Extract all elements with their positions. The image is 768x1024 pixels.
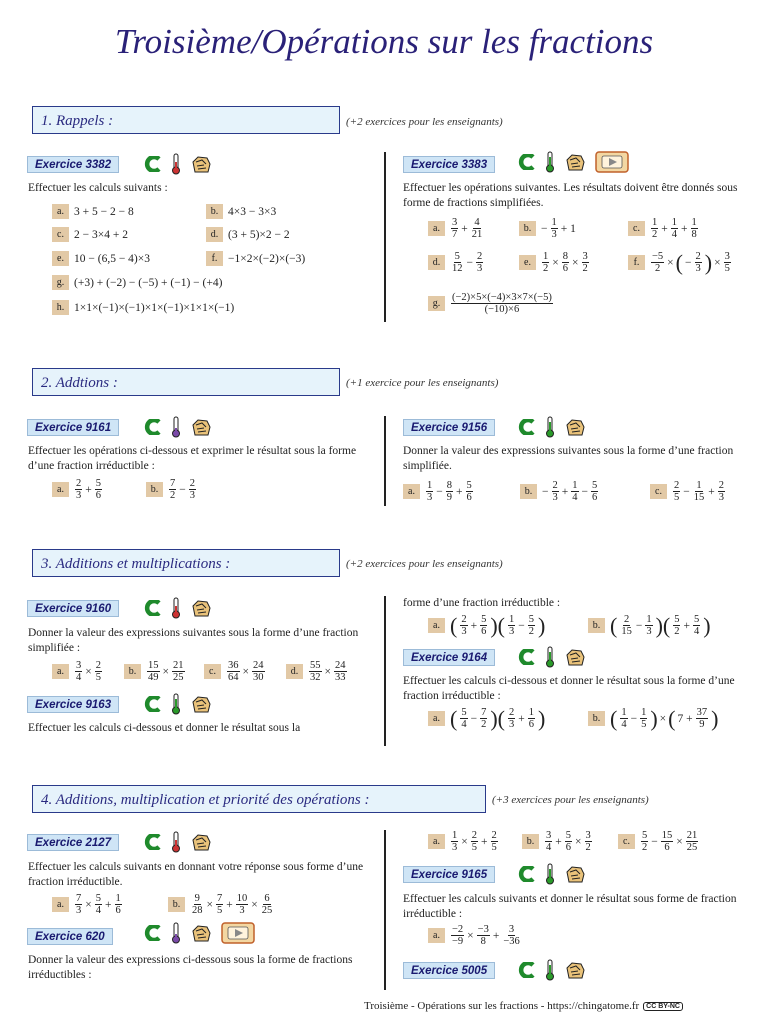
calc-item [286,660,348,683]
exercise-3382-tag[interactable]: Exercice 3382 [27,156,119,173]
item-expr: $\frac{(-2)\times 5\times(-4)\times 3\times 7\times(-5)}{(-10)\times 6}$ [452,292,552,315]
exercise-icons [516,646,586,668]
exercise-instruction: Effectuer les opérations ci-dessous et exprimer le résultat sous la forme d’une fraction irréductible : [28,445,357,472]
item-label: a. [403,484,420,499]
item-expr: ( $\frac{5}{4}$ − $\frac{7}{2}$ )( $\frac{2}{3}$ + $\frac{1}{6}$ ) [450,705,546,731]
exercise-2127-tag[interactable]: Exercice 2127 [27,834,119,851]
correction-bag-icon[interactable] [564,152,586,172]
item-expr: $\frac{36}{64}$ × $\frac{24}{30}$ [228,660,264,683]
exercise-instruction: Effectuer les calculs suivants et donner le résultat sous forme de fraction irréductible : [403,893,737,920]
item-label: b. [588,711,605,726]
column-divider [384,830,386,990]
calc-item [522,830,593,853]
item-expr: $\frac{1}{3}$ × $\frac{2}{5}$ + $\frac{2}{5}$ [452,830,497,853]
exercise-icons [142,693,212,715]
item-label: a. [428,711,445,726]
correction-bag-icon[interactable] [190,694,212,714]
item-label: b. [588,618,605,633]
item-label: a. [428,221,445,236]
item-expr: $\frac{9}{28}$ × $\frac{7}{5}$ + $\frac{10}{3}$ × $\frac{6}{25}$ [192,893,273,916]
c-icon[interactable] [142,156,162,172]
calc-item [206,227,290,242]
exercise-icons [142,153,212,175]
section-heading-additions: 2. Addtions : [32,368,340,396]
section-note: (+1 exercice pour les enseignants) [346,377,499,389]
exercise-icons [516,151,629,173]
exercise-3383-tag[interactable]: Exercice 3383 [403,156,495,173]
item-label: f. [628,255,645,270]
item-expr: ( $\frac{2}{15}$ − $\frac{1}{3}$ )( $\frac{5}{2}$ + $\frac{5}{4}$ ) [610,612,711,638]
item-label: h. [52,300,69,315]
item-expr: ( $\frac{2}{3}$ + $\frac{5}{6}$ )( $\frac{1}{3}$ − $\frac{5}{2}$ ) [450,612,546,638]
c-icon[interactable] [516,866,536,882]
thermometer-icon [171,831,181,853]
item-expr: 1×1×(−1)×(−1)×1×(−1)×1×1×(−1) [74,301,235,314]
c-icon[interactable] [516,419,536,435]
item-expr: ( $\frac{1}{4}$ − $\frac{1}{5}$ ) × ( 7 + $\frac{37}{9}$ ) [610,705,719,731]
calc-item [52,275,222,290]
exercise-icons [516,959,586,981]
calc-item [124,660,186,683]
calc-item [428,217,484,240]
exercise-instruction-continued: forme d’une fraction irréductible : [403,597,561,609]
column-divider [384,152,386,322]
item-label: b. [520,484,537,499]
section-note: (+2 exercices pour les enseignants) [346,558,503,570]
item-expr: $\frac{1}{2}$ + $\frac{1}{4}$ + $\frac{1}{8}$ [652,217,697,240]
item-expr: $\frac{3}{4}$ + $\frac{5}{6}$ × $\frac{3}{2}$ [546,830,591,853]
c-icon[interactable] [142,600,162,616]
item-label: c. [628,221,645,236]
item-label: g. [428,296,445,311]
exercise-icons [516,863,586,885]
item-label: d. [206,227,223,242]
correction-bag-icon[interactable] [190,154,212,174]
c-icon[interactable] [516,649,536,665]
item-label: e. [519,255,536,270]
calc-item [204,660,266,683]
exercise-9163-tag[interactable]: Exercice 9163 [27,696,119,713]
calc-item [428,292,554,315]
calc-item [52,300,234,315]
item-label: d. [428,255,445,270]
calc-item [519,217,576,240]
page-title: Troisième/Opérations sur les fractions [114,22,654,61]
exercise-5005-tag[interactable]: Exercice 5005 [403,962,495,979]
item-expr: (3 + 5)×2 − 2 [228,228,290,241]
correction-bag-icon[interactable] [190,923,212,943]
calc-item [52,893,123,916]
calc-item [618,830,699,853]
calc-item [520,480,599,503]
item-expr: $\frac{-5}{2}$ × ( − $\frac{2}{3}$ ) × $\frac{3}{5}$ [652,249,730,275]
item-expr: $\frac{5}{2}$ − $\frac{15}{6}$ × $\frac{21}{25}$ [642,830,698,853]
calc-item [428,924,522,947]
item-expr: 2 − 3×4 + 2 [74,228,128,241]
calc-item [628,251,732,274]
section-heading-priorite: 4. Additions, multiplication et priorité des opérations : [32,785,486,813]
item-label: f. [206,251,223,266]
calc-item [168,893,274,916]
item-label: c. [650,484,667,499]
c-icon[interactable] [516,962,536,978]
thermometer-icon [545,416,555,438]
exercise-instruction: Effectuer les calculs suivants : [28,182,168,194]
c-icon[interactable] [142,834,162,850]
correction-bag-icon[interactable] [564,647,586,667]
correction-bag-icon[interactable] [190,598,212,618]
item-expr: $\frac{15}{49}$ × $\frac{21}{25}$ [148,660,184,683]
calc-item [206,251,305,266]
item-expr: 4×3 − 3×3 [228,205,277,218]
calc-item [52,251,150,266]
calc-item [52,227,128,242]
item-expr: $\frac{2}{5}$ − $\frac{1}{15}$ + $\frac{2}{3}$ [674,480,724,503]
exercise-620-tag[interactable]: Exercice 620 [27,928,113,945]
calc-item [52,204,134,219]
exercise-9165-tag[interactable]: Exercice 9165 [403,866,495,883]
video-play-icon[interactable] [595,151,629,173]
section-heading-rappels: 1. Rappels : [32,106,340,134]
calc-item [428,707,545,730]
item-label: b. [146,482,163,497]
calc-item [628,217,699,240]
item-expr: $\frac{1}{2}$ × $\frac{8}{6}$ × $\frac{3}{2}$ [543,251,588,274]
calc-item [146,478,197,501]
item-expr: $\frac{-2}{-9}$ × $\frac{-3}{8}$ + $\frac{3}{-36}$ [452,924,520,947]
video-play-icon[interactable] [221,922,255,944]
thermometer-icon [171,153,181,175]
item-expr: − $\frac{2}{3}$ + $\frac{1}{4}$ − $\frac{5}{6}$ [542,480,598,503]
license-badge: CC BY-NC [643,1002,683,1011]
exercise-instruction: Effectuer les calculs ci-dessous et donner le résultat sous la [28,722,301,734]
item-label: c. [204,664,221,679]
item-expr: $\frac{2}{3}$ + $\frac{5}{6}$ [76,478,101,501]
calc-item [588,707,718,730]
item-label: c. [52,227,69,242]
item-label: a. [428,834,445,849]
thermometer-icon [545,646,555,668]
c-icon[interactable] [516,154,536,170]
item-expr: 10 − (6,5 − 4)×3 [74,252,150,265]
exercise-instruction: Effectuer les opérations suivantes. Les résultats doivent être donnés sous forme de fractions simplifiées. [403,182,738,209]
item-expr: $\frac{1}{3}$ − $\frac{8}{9}$ + $\frac{5}{6}$ [427,480,472,503]
thermometer-icon [545,863,555,885]
calc-item [428,614,545,637]
item-label: b. [206,204,223,219]
exercise-icons [142,416,212,438]
footer-text: Troisième - Opérations sur les fractions - https://chingatome.fr [364,1000,640,1012]
item-expr: $\frac{7}{3}$ × $\frac{5}{4}$ + $\frac{1}{6}$ [76,893,121,916]
calc-item [206,204,276,219]
item-expr: $\frac{5}{12}$ − $\frac{2}{3}$ [452,251,483,274]
item-label: a. [428,928,445,943]
c-icon[interactable] [142,925,162,941]
item-label: b. [124,664,141,679]
column-divider [384,596,386,746]
exercise-icons [142,922,255,944]
section-heading-additions-multiplications: 3. Additions et multiplications : [32,549,340,577]
item-label: a. [52,482,69,497]
exercise-icons [142,831,212,853]
correction-bag-icon[interactable] [564,960,586,980]
section-note: (+3 exercices pour les enseignants) [492,794,649,806]
c-icon[interactable] [142,419,162,435]
calc-item [428,251,484,274]
exercise-9164-tag[interactable]: Exercice 9164 [403,649,495,666]
correction-bag-icon[interactable] [564,864,586,884]
item-label: a. [52,664,69,679]
thermometer-icon [171,693,181,715]
item-label: b. [168,897,185,912]
item-label: c. [618,834,635,849]
exercise-icons [142,597,212,619]
item-label: a. [52,897,69,912]
thermometer-icon [545,151,555,173]
item-label: a. [428,618,445,633]
item-expr: − $\frac{1}{3}$ + 1 [541,217,576,240]
item-label: b. [519,221,536,236]
exercise-instruction: Effectuer les calculs ci-dessous et donner le résultat sous la forme d’une fraction irréductible : [403,675,735,702]
calc-item [52,660,103,683]
correction-bag-icon[interactable] [190,832,212,852]
calc-item [52,478,103,501]
item-label: g. [52,275,69,290]
c-icon[interactable] [142,696,162,712]
item-expr: 3 + 5 − 2 − 8 [74,205,134,218]
exercise-icons [516,416,586,438]
thermometer-icon [171,922,181,944]
item-expr: (+3) + (−2) − (−5) + (−1) − (+4) [74,276,223,289]
exercise-instruction: Donner la valeur des expressions suivantes sous la forme d’une fraction simplifiée. [403,445,734,472]
correction-bag-icon[interactable] [564,417,586,437]
item-label: d. [286,664,303,679]
exercise-9156-tag[interactable]: Exercice 9156 [403,419,495,436]
item-expr: $\frac{55}{32}$ × $\frac{24}{33}$ [310,660,346,683]
thermometer-icon [171,597,181,619]
item-label: a. [52,204,69,219]
correction-bag-icon[interactable] [190,417,212,437]
exercise-instruction: Donner la valeur des expressions ci-dessous sous la forme de fractions irréductibles : [28,954,353,981]
exercise-9161-tag[interactable]: Exercice 9161 [27,419,119,436]
calc-item [650,480,726,503]
thermometer-icon [171,416,181,438]
calc-item [519,251,590,274]
exercise-instruction: Donner la valeur des expressions suivantes sous la forme d’une fraction simplifiée : [28,627,359,654]
column-divider [384,416,386,506]
item-expr: −1×2×(−2)×(−3) [228,252,306,265]
item-expr: $\frac{3}{4}$ × $\frac{2}{5}$ [76,660,101,683]
calc-item [588,614,711,637]
thermometer-icon [545,959,555,981]
page-footer [364,1000,683,1012]
calc-item [403,480,474,503]
calc-item [428,830,499,853]
exercise-instruction: Effectuer les calculs suivants en donnant votre réponse sous forme d’une fraction irréductible. [28,861,364,888]
exercise-9160-tag[interactable]: Exercice 9160 [27,600,119,617]
item-expr: $\frac{3}{7}$ + $\frac{4}{21}$ [452,217,483,240]
section-note: (+2 exercices pour les enseignants) [346,116,503,128]
item-label: b. [522,834,539,849]
item-expr: $\frac{7}{2}$ − $\frac{2}{3}$ [170,478,195,501]
item-label: e. [52,251,69,266]
